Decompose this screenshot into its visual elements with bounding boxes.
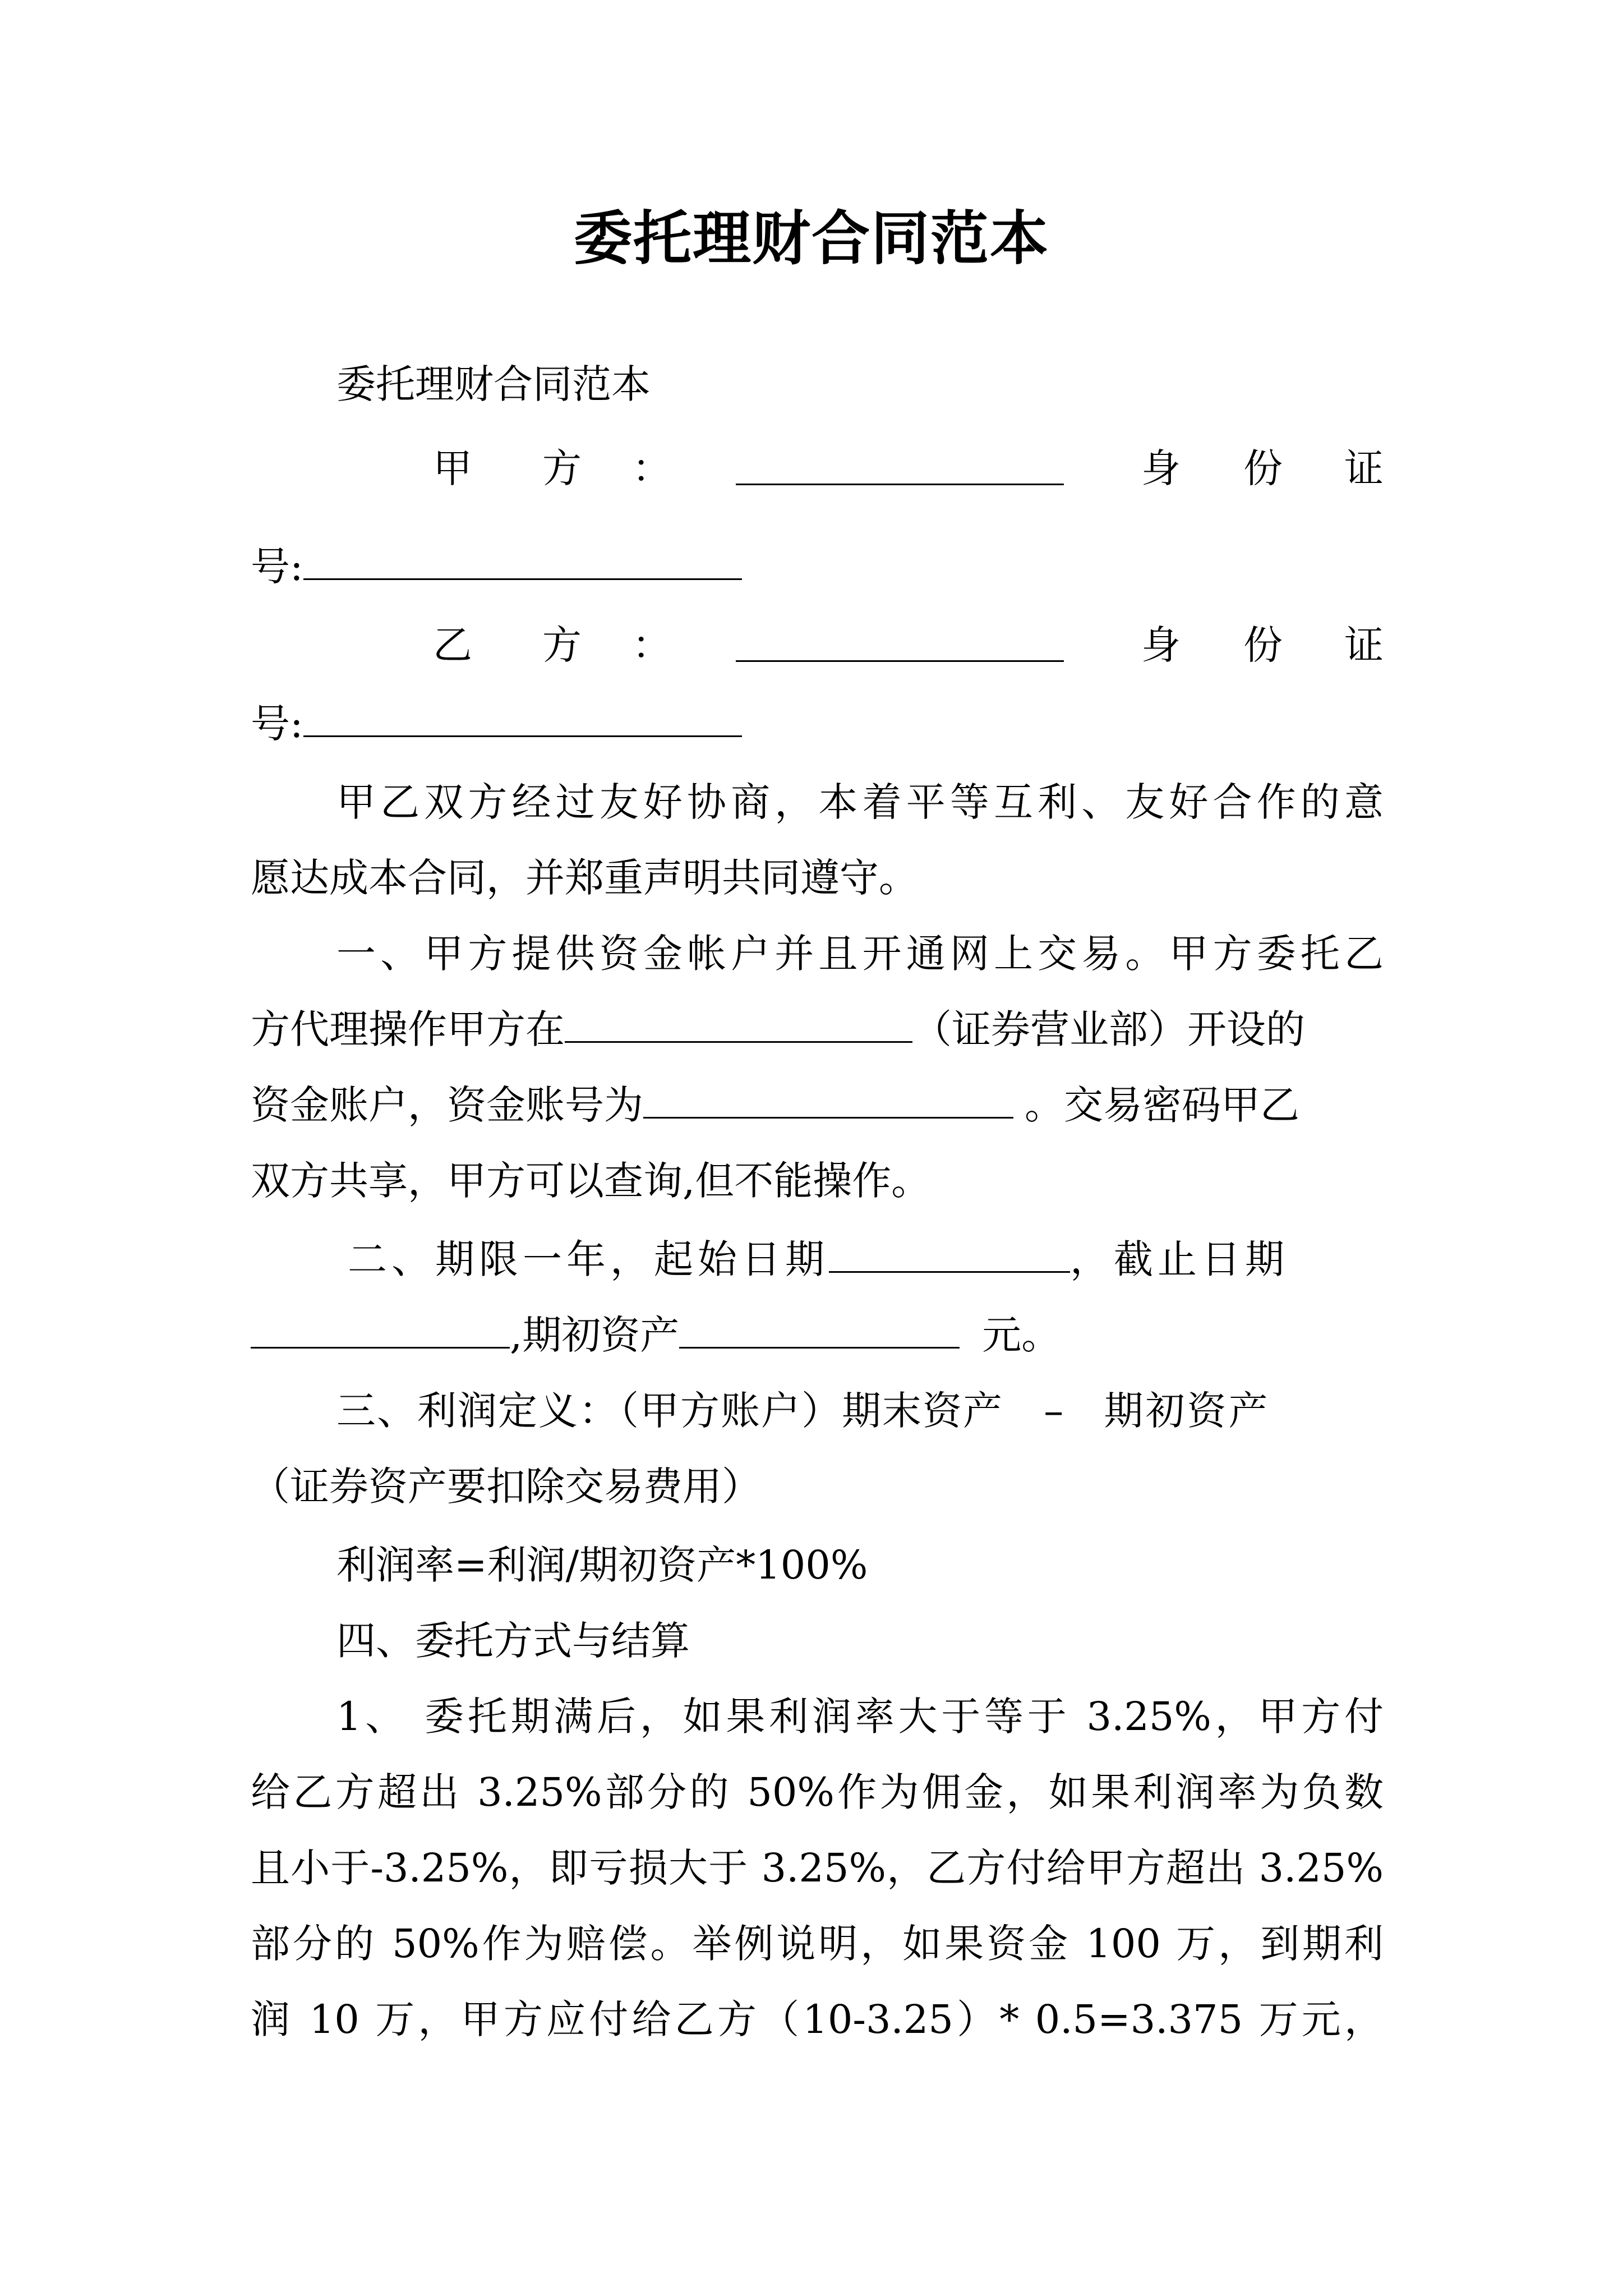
contract-heading: 委托理财合同范本 (336, 361, 651, 407)
profit-definition-text: 三、利润定义：（甲方账户）期末资产 (336, 1388, 1003, 1434)
party-b-id-char-3: 证 (1344, 622, 1384, 668)
start-date-blank[interactable] (829, 1234, 1070, 1273)
party-a-id-line (251, 541, 1384, 592)
clause1-line-1: 一、甲方提供资金帐户并且开通网上交易。甲方委托乙 (336, 931, 1384, 977)
clause1-line-3 (251, 1080, 1384, 1130)
party-b-colon: ： (632, 622, 671, 668)
clause3-line-1 (336, 1386, 1384, 1436)
initial-assets-term: 期初资产 (1104, 1388, 1270, 1434)
clause2-line-2 (251, 1310, 1384, 1360)
party-b-id-line (251, 698, 1384, 749)
clause1-location-suffix: （证券营业部）开设的 (912, 1006, 1305, 1052)
start-date-label: 二、期限一年，起始日期 (348, 1236, 829, 1282)
clause4-line-1: 1、 委托期满后，如果利润率大于等于 3.25%，甲方付 (336, 1694, 1384, 1740)
party-a-label-fang: 方 (542, 445, 582, 491)
clause1-line-4: 双方共享，甲方可以查询,但不能操作。 (251, 1158, 931, 1204)
clause4-heading: 四、委托方式与结算 (336, 1618, 690, 1664)
clause1-location-label: 方代理操作甲方在 (251, 1006, 565, 1052)
currency-unit: 元。 (982, 1312, 1061, 1358)
brokerage-blank[interactable] (565, 1004, 912, 1043)
clause4-line-3: 且小于-3.25%，即亏损大于 3.25%，乙方付给甲方超出 3.25% (251, 1845, 1384, 1891)
intro-line-1: 甲乙双方经过友好协商，本着平等互利、友好合作的意 (336, 779, 1384, 825)
account-number-blank[interactable] (643, 1080, 1013, 1119)
profit-rate-formula: 利润率=利润/期初资产*100% (336, 1542, 868, 1588)
clause3-line-2: （证券资产要扣除交易费用） (251, 1464, 761, 1510)
clause4-line-4: 部分的 50%作为赔偿。举例说明，如果资金 100 万，到期利 (251, 1921, 1384, 1967)
end-date-blank[interactable] (251, 1310, 510, 1349)
party-b-label-fang: 方 (542, 622, 582, 668)
clause2-line-1 (348, 1234, 1384, 1285)
clause4-line-5: 润 10 万，甲方应付给乙方（10-3.25）* 0.5=3.375 万元， (251, 1996, 1384, 2042)
account-number-label: 资金账户，资金账号为 (251, 1082, 643, 1128)
document-title: 委托理财合同范本 (573, 204, 1049, 273)
end-date-label: ，截止日期 (1070, 1236, 1289, 1282)
party-a-name-blank[interactable] (736, 447, 1064, 485)
party-a-colon: ： (632, 445, 671, 491)
clause4-line-2: 给乙方超出 3.25%部分的 50%作为佣金，如果利润率为负数 (251, 1769, 1384, 1815)
party-b-id-label: 号: (251, 701, 303, 747)
party-a-id-char-1: 身 (1141, 445, 1181, 491)
clause1-line-2 (251, 1004, 1384, 1055)
party-a-id-char-2: 份 (1243, 445, 1283, 491)
party-a-id-blank[interactable] (303, 541, 742, 580)
initial-assets-blank[interactable] (679, 1310, 960, 1349)
initial-assets-label: ,期初资产 (510, 1312, 680, 1358)
party-a-id-label: 号: (251, 544, 303, 590)
party-b-id-blank[interactable] (303, 698, 742, 737)
party-b-id-char-2: 份 (1243, 622, 1283, 668)
party-b-name-blank[interactable] (736, 623, 1064, 662)
party-a-id-char-3: 证 (1344, 445, 1384, 491)
intro-line-2: 愿达成本合同，并郑重声明共同遵守。 (251, 855, 918, 901)
party-b-label-yi: 乙 (433, 622, 472, 668)
minus-sign: – (1044, 1388, 1064, 1434)
party-b-id-char-1: 身 (1141, 622, 1181, 668)
clause1-password-text: 。交易密码甲乙 (1025, 1082, 1299, 1128)
party-a-label-jia: 甲 (433, 445, 472, 491)
